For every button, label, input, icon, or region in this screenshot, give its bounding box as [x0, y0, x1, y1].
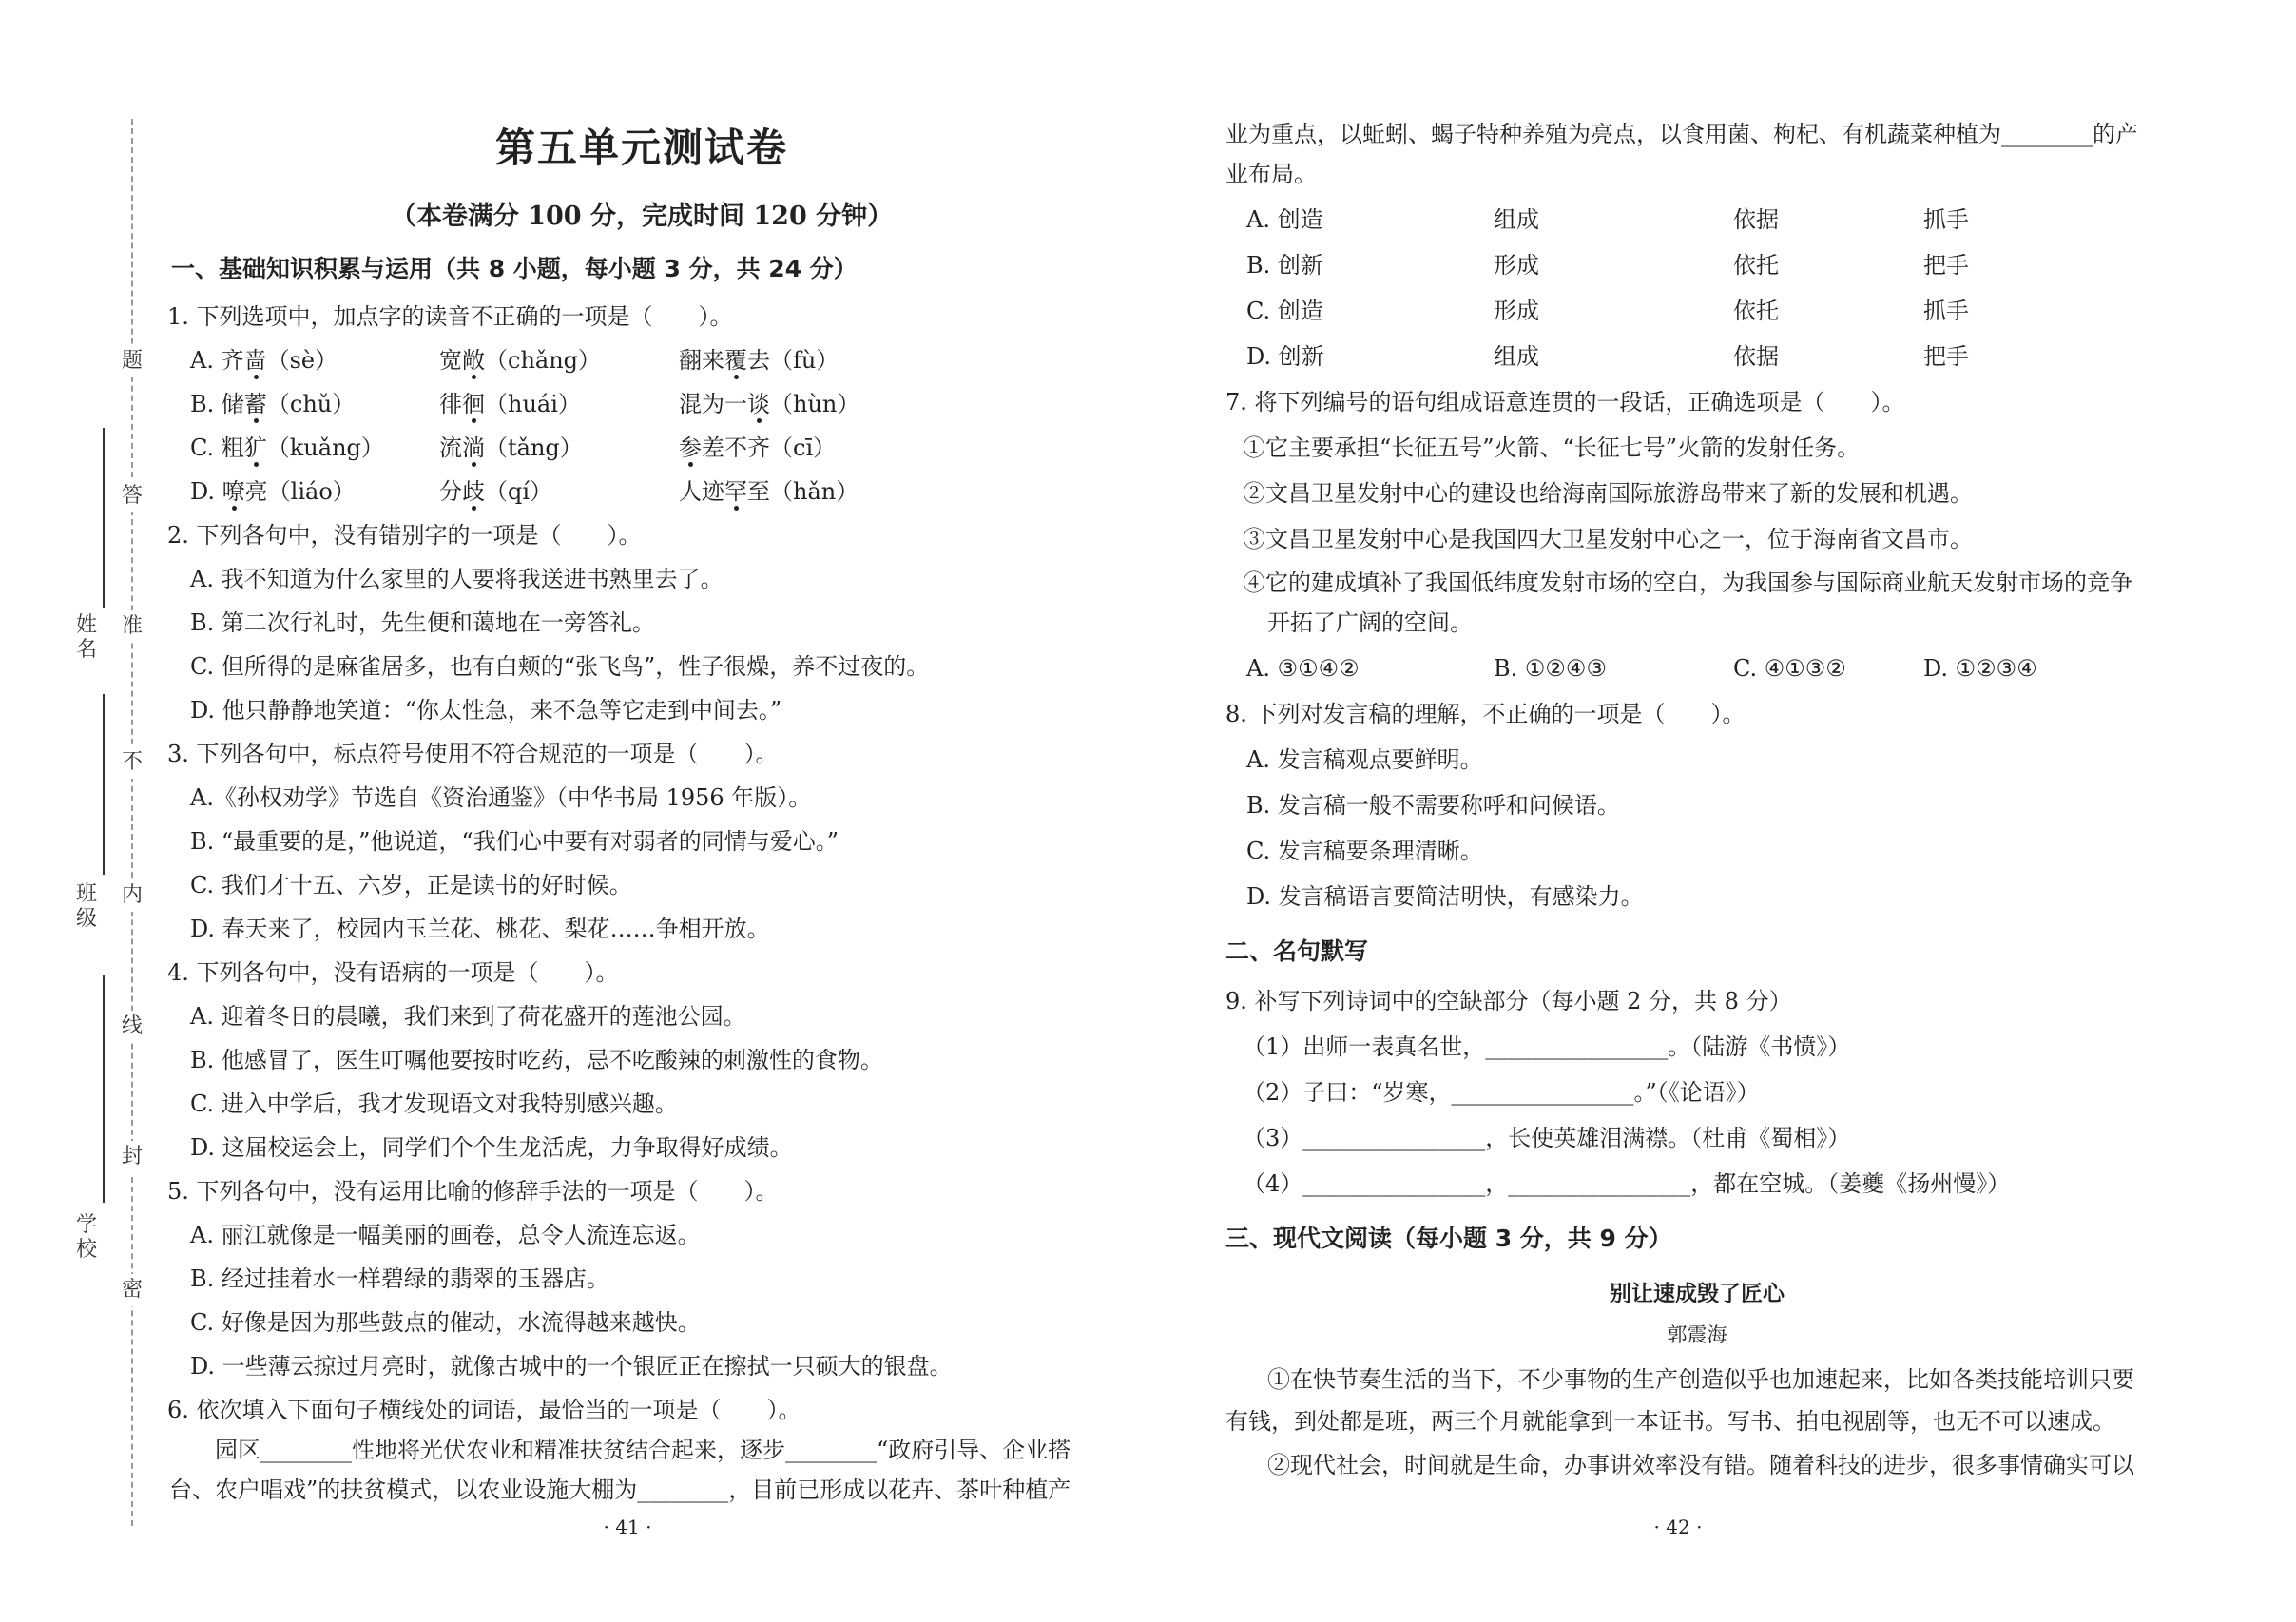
q1-option: 流淌（tǎng）: [439, 434, 583, 461]
seal-char: 题: [118, 345, 146, 377]
seal-char: 密: [118, 1274, 146, 1306]
q8-option: C. 发言稿要条理清晰。: [1246, 838, 1483, 864]
q9-item: （1）出师一表真名世，________________。（陆游《书愤》）: [1243, 1033, 1851, 1060]
q1-option: 人迹罕至（hǎn）: [679, 478, 859, 505]
q6-option-word: A. 创造: [1246, 206, 1323, 233]
q1-option: 参差不齐（cī）: [679, 434, 837, 461]
page-number: · 41 ·: [603, 1516, 652, 1538]
page-number: · 42 ·: [1653, 1516, 1703, 1538]
q6-option-word: 形成: [1494, 298, 1539, 324]
article-paragraph: 有钱，到处都是班，两三个月就能拿到一本证书。写书、拍电视剧等，也无不可以速成。: [1225, 1408, 2115, 1435]
q7-sentence: ①它主要承担“长征五号”火箭、“长征七号”火箭的发射任务。: [1243, 434, 1861, 461]
section-heading: 一、基础知识积累与运用（共 8 小题，每小题 3 分，共 24 分）: [171, 255, 858, 282]
q6-option-word: 依托: [1733, 298, 1779, 324]
q3-option: A.《孙权劝学》节选自《资治通鉴》（中华书局 1956 年版）。: [190, 784, 812, 811]
article-paragraph: ②现代社会，时间就是生命，办事讲效率没有错。随着科技的进步，很多事情确实可以: [1267, 1452, 2134, 1478]
q8-option: D. 发言稿语言要简洁明快，有感染力。: [1246, 883, 1644, 910]
question-6: 6. 依次填入下面句子横线处的词语，最恰当的一项是（ ）。: [167, 1397, 801, 1423]
q7-sentence: ②文昌卫星发射中心的建设也给海南国际旅游岛带来了新的发展和机遇。: [1243, 480, 1973, 507]
q1-option: B. 储蓄（chǔ）: [190, 391, 356, 417]
q6-option-word: 把手: [1923, 252, 1969, 279]
q2-option: D. 他只静静地笑道：“你太性急，来不急等它走到中间去。”: [190, 697, 782, 724]
q9-item: （2）子曰：“岁寒，________________。”（《论语》）: [1243, 1079, 1760, 1106]
seal-char: 封: [118, 1141, 146, 1173]
q5-option: D. 一些薄云掠过月亮时，就像古城中的一个银匠正在擦拭一只硕大的银盘。: [190, 1353, 953, 1380]
q6-option-word: 依据: [1733, 343, 1779, 370]
article-title: 别让速成毁了匠心: [1610, 1282, 1785, 1306]
q8-option: A. 发言稿观点要鲜明。: [1246, 746, 1483, 773]
q6-passage-line: 园区________性地将光伏农业和精准扶贫结合起来，逐步________“政府引导、企业搭: [215, 1437, 1071, 1463]
q5-option: A. 丽江就像是一幅美丽的画卷，总令人流连忘返。: [190, 1222, 701, 1248]
seal-dashed-line: [131, 119, 133, 1526]
q6-option-word: 抓手: [1923, 206, 1969, 233]
q4-option: A. 迎着冬日的晨曦，我们来到了荷花盛开的莲池公园。: [190, 1003, 746, 1030]
q6-option-word: 组成: [1494, 343, 1539, 370]
question-2: 2. 下列各句中，没有错别字的一项是（ ）。: [167, 522, 642, 549]
seal-char: 准: [118, 610, 146, 643]
q6-option-word: C. 创造: [1246, 298, 1323, 324]
class-field-line[interactable]: [103, 694, 105, 875]
seal-char: 线: [118, 1011, 146, 1043]
name-field-label: 姓名: [75, 613, 97, 662]
q4-option: C. 进入中学后，我才发现语文对我特别感兴趣。: [190, 1091, 678, 1117]
q5-option: B. 经过挂着水一样碧绿的翡翠的玉器店。: [190, 1265, 609, 1292]
q1-option: 徘徊（huái）: [439, 391, 581, 417]
q5-option: C. 好像是因为那些鼓点的催动，水流得越来越快。: [190, 1309, 701, 1336]
q6-option-word: D. 创新: [1246, 343, 1324, 370]
q2-option: A. 我不知道为什么家里的人要将我送进书熟里去了。: [190, 566, 724, 592]
q6-option-word: 依托: [1733, 252, 1779, 279]
question-4: 4. 下列各句中，没有语病的一项是（ ）。: [167, 959, 619, 986]
q6-passage-line: 台、农户唱戏”的扶贫模式，以农业设施大棚为________，目前已形成以花卉、茶叶种植产: [169, 1477, 1071, 1503]
q9-item: （4）________________，________________，都在空城。（姜夔《扬州慢》）: [1243, 1170, 2011, 1197]
q7-sentence: ④它的建成填补了我国低纬度发射市场的空白，为我国参与国际商业航天发射市场的竞争: [1243, 570, 2132, 596]
q7-sentence: ③文昌卫星发射中心是我国四大卫星发射中心之一，位于海南省文昌市。: [1243, 526, 1973, 552]
school-field-label: 学校: [75, 1213, 97, 1262]
q7-option: B. ①②④③: [1494, 655, 1607, 682]
seal-char: 内: [118, 879, 146, 912]
q6-option-word: 形成: [1494, 252, 1539, 279]
q1-option: D. 嘹亮（liáo）: [190, 478, 356, 505]
page-subtitle: （本卷满分 100 分，完成时间 120 分钟）: [390, 202, 894, 231]
q2-option: C. 但所得的是麻雀居多，也有白颊的“张飞鸟”，性子很燥，养不过夜的。: [190, 653, 930, 680]
q6-option-word: B. 创新: [1246, 252, 1323, 279]
q8-option: B. 发言稿一般不需要称呼和问候语。: [1246, 792, 1620, 819]
q1-option: 混为一谈（hùn）: [679, 391, 860, 417]
q2-option: B. 第二次行礼时，先生便和蔼地在一旁答礼。: [190, 609, 655, 636]
q3-option: D. 春天来了，校园内玉兰花、桃花、梨花……争相开放。: [190, 916, 770, 942]
question-3: 3. 下列各句中，标点符号使用不符合规范的一项是（ ）。: [167, 741, 779, 767]
q6-passage-line: 业布局。: [1225, 161, 1317, 187]
q1-option: 分歧（qí）: [439, 478, 553, 505]
q7-option: C. ④①③②: [1733, 655, 1846, 682]
q4-option: D. 这届校运会上，同学们个个生龙活虎，力争取得好成绩。: [190, 1134, 793, 1161]
q1-option: 宽敞（chǎng）: [439, 347, 602, 374]
section-heading: 二、名句默写: [1225, 937, 1369, 965]
article-author: 郭震海: [1667, 1323, 1727, 1346]
q6-option-word: 依据: [1733, 206, 1779, 233]
q6-option-word: 抓手: [1923, 298, 1969, 324]
q1-option: A. 齐啬（sè）: [190, 347, 338, 374]
q9-item: （3）________________，长使英雄泪满襟。（杜甫《蜀相》）: [1243, 1125, 1851, 1151]
q1-option: C. 粗犷（kuǎng）: [190, 434, 384, 461]
q6-option-word: 把手: [1923, 343, 1969, 370]
question-5: 5. 下列各句中，没有运用比喻的修辞手法的一项是（ ）。: [167, 1178, 779, 1205]
binding-margin: [0, 0, 162, 1622]
q6-option-word: 组成: [1494, 206, 1539, 233]
page-title: 第五单元测试卷: [494, 125, 788, 171]
section-heading: 三、现代文阅读（每小题 3 分，共 9 分）: [1225, 1225, 1672, 1252]
q6-passage-line: 业为重点，以蚯蚓、蝎子特种养殖为亮点，以食用菌、枸杞、有机蔬菜种植为________的产: [1225, 121, 2138, 147]
seal-char: 不: [118, 746, 146, 779]
question-9: 9. 补写下列诗词中的空缺部分（每小题 2 分，共 8 分）: [1225, 988, 1792, 1014]
q7-option: A. ③①④②: [1246, 655, 1360, 682]
school-field-line[interactable]: [103, 975, 105, 1203]
q7-option: D. ①②③④: [1923, 655, 2037, 682]
article-paragraph: ①在快节奏生活的当下，不少事物的生产创造似乎也加速起来，比如各类技能培训只要: [1267, 1366, 2134, 1393]
question-7: 7. 将下列编号的语句组成语意连贯的一段话，正确选项是（ ）。: [1225, 389, 1905, 415]
class-field-label: 班级: [75, 882, 97, 931]
name-field-line[interactable]: [103, 428, 105, 608]
question-1: 1. 下列选项中，加点字的读音不正确的一项是（ ）。: [167, 303, 733, 330]
question-8: 8. 下列对发言稿的理解，不正确的一项是（ ）。: [1225, 701, 1746, 727]
q4-option: B. 他感冒了，医生叮嘱他要按时吃药，忌不吃酸辣的刺激性的食物。: [190, 1047, 883, 1073]
q3-option: B. “最重要的是，”他说道，“我们心中要有对弱者的同情与爱心。”: [190, 828, 839, 855]
seal-char: 答: [118, 480, 146, 512]
q3-option: C. 我们才十五、六岁，正是读书的好时候。: [190, 872, 632, 898]
q1-option: 翻来覆去（fù）: [679, 347, 839, 374]
q7-sentence: 开拓了广阔的空间。: [1267, 609, 1473, 636]
